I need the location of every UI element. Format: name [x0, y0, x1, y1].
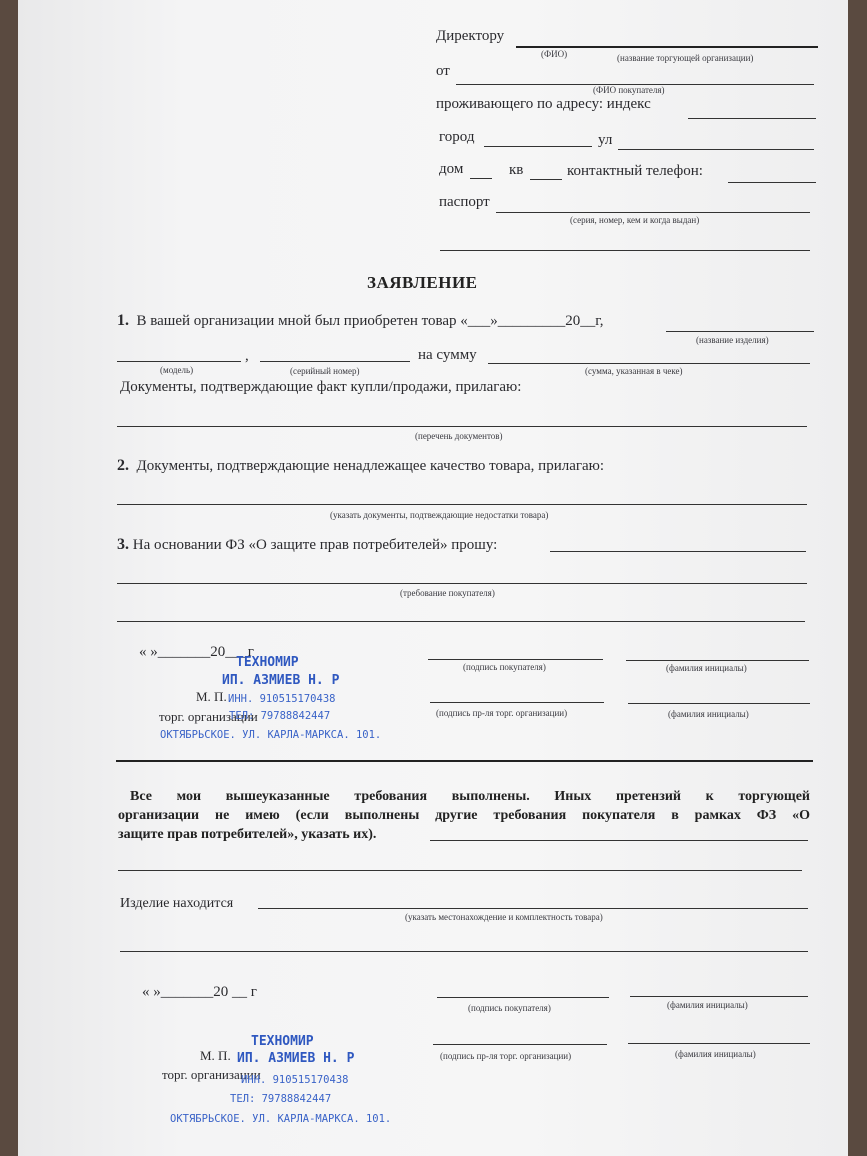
product-name-line[interactable]: [666, 331, 814, 332]
item3-row: [117, 537, 497, 553]
item2-line[interactable]: [117, 504, 807, 505]
house-line[interactable]: [470, 178, 492, 179]
item3-number: 3.: [117, 536, 129, 553]
sign1-initials2-line[interactable]: [628, 703, 810, 704]
sign1-initials-hint: (фамилия инициалы): [666, 663, 747, 673]
stamp1-tel: ТЕЛ: 79788842447: [229, 710, 331, 722]
final-line-1: Все мои вышеуказанные требования выполнены. Иных претензий к торгующей: [130, 789, 810, 804]
item2-hint: (указать документы, подтвеждающие недостатки товара): [330, 510, 549, 520]
sign1-seller-line[interactable]: [430, 702, 604, 703]
item3-line[interactable]: [117, 583, 807, 584]
sum-hint: (сумма, указанная в чеке): [585, 366, 683, 376]
application-form-sheet: [18, 0, 848, 1156]
sign1-initials2-hint: (фамилия инициалы): [668, 709, 749, 719]
section-divider: [116, 760, 813, 762]
phone-label: контактный телефон:: [567, 163, 703, 179]
sign2-org: торг. организации: [162, 1067, 261, 1082]
fio-hint: (ФИО): [541, 49, 568, 59]
stamp2-tel: ТЕЛ: 79788842447: [230, 1093, 332, 1105]
sign1-seller-hint: (подпись пр-ля торг. организации): [436, 708, 568, 718]
location-label: Изделие находится: [120, 896, 234, 911]
model-hint: (модель): [160, 365, 194, 375]
final-requests-line[interactable]: [430, 840, 808, 841]
item2-row: [117, 458, 604, 474]
sign2-initials-hint: (фамилия инициалы): [667, 1000, 748, 1010]
org-name-hint: (название торгующей организации): [617, 53, 754, 63]
street-line[interactable]: [618, 149, 814, 150]
director-label: Директору: [436, 28, 505, 44]
sign1-mp: М. П.: [196, 689, 227, 704]
stamp1-name: ТЕХНОМИР: [236, 655, 299, 670]
sign2-date: « »_______20 __ г: [142, 984, 257, 1000]
location-line-2[interactable]: [120, 951, 808, 952]
model-line[interactable]: [117, 361, 241, 362]
item1-text: В вашей организации мной был приобретен товар «___»_________20__г,: [136, 313, 604, 329]
sign2-buyer-hint: (подпись покупателя): [468, 1003, 551, 1013]
street-label: ул: [598, 132, 613, 148]
from-label: от: [436, 63, 450, 79]
director-line[interactable]: [516, 46, 818, 48]
stamp1-address: ОКТЯБРЬСКОЕ. УЛ. КАРЛА-МАРКСА. 101.: [160, 729, 382, 741]
location-hint: (указать местонахождение и комплектность товара): [405, 912, 603, 922]
apt-label: кв: [509, 162, 524, 178]
sign2-initials-line[interactable]: [630, 996, 808, 997]
final-line-2: организации не имею (если выполнены другие требования покупателя в рамках ФЗ «О: [118, 808, 810, 823]
item1-row: [117, 313, 604, 329]
serial-hint: (серийный номер): [290, 366, 360, 376]
docs-label: Документы, подтверждающие факт купли/продажи, прилагаю:: [120, 379, 522, 395]
stamp1-inn: ИНН. 910515170438: [228, 693, 336, 705]
item2-number: 2.: [117, 457, 129, 474]
sign1-buyer-hint: (подпись покупателя): [463, 662, 546, 672]
apt-line[interactable]: [530, 179, 562, 180]
sign2-buyer-line[interactable]: [437, 997, 609, 998]
sign1-date: « »_______20___г: [139, 644, 254, 660]
sign2-seller-hint: (подпись пр-ля торг. организации): [440, 1051, 572, 1061]
buyer-fio-hint: (ФИО покупателя): [593, 85, 665, 95]
passport-line-2[interactable]: [440, 250, 810, 251]
sign2-mp: М. П.: [200, 1048, 231, 1063]
index-line[interactable]: [688, 118, 816, 119]
passport-line[interactable]: [496, 212, 810, 213]
passport-label: паспорт: [439, 194, 490, 210]
sign2-initials2-hint: (фамилия инициалы): [675, 1049, 756, 1059]
stamp2-inn: ИНН. 910515170438: [241, 1074, 349, 1086]
item3-hint: (требование покупателя): [400, 588, 495, 598]
stamp2-name: ТЕХНОМИР: [251, 1034, 314, 1049]
sign2-initials2-line[interactable]: [628, 1043, 810, 1044]
sum-line[interactable]: [488, 363, 810, 364]
city-line[interactable]: [484, 146, 592, 147]
address-label: проживающего по адресу: индекс: [436, 96, 651, 112]
stamp2-owner: ИП. АЗМИЕВ Н. Р: [237, 1051, 355, 1066]
stamp2-address: ОКТЯБРЬСКОЕ. УЛ. КАРЛА-МАРКСА. 101.: [170, 1113, 392, 1125]
serial-line[interactable]: [260, 361, 410, 362]
docs-hint: (перечень документов): [415, 431, 503, 441]
item3-line-2[interactable]: [117, 621, 805, 622]
sign1-org: торг. организации: [159, 709, 258, 724]
final-line-3: защите прав потребителей», указать их).: [118, 827, 377, 842]
house-label: дом: [439, 161, 464, 177]
item1-number: 1.: [117, 312, 129, 329]
sum-label: на сумму: [418, 347, 477, 363]
sign2-seller-line[interactable]: [433, 1044, 607, 1045]
phone-line[interactable]: [728, 182, 816, 183]
stamp1-owner: ИП. АЗМИЕВ Н. Р: [222, 673, 340, 688]
item3-text: На основании ФЗ «О защите прав потребителей» прошу:: [132, 537, 498, 553]
final-requests-line-2[interactable]: [118, 870, 802, 871]
item3-request-line[interactable]: [550, 551, 806, 552]
page-title: ЗАЯВЛЕНИЕ: [367, 273, 478, 292]
docs-line[interactable]: [117, 426, 807, 427]
passport-hint: (серия, номер, кем и когда выдан): [570, 215, 700, 225]
comma: ,: [245, 348, 249, 364]
sign1-buyer-line[interactable]: [428, 659, 603, 660]
item2-text: Документы, подтверждающие ненадлежащее качество товара, прилагаю:: [136, 458, 605, 474]
sign1-initials-line[interactable]: [626, 660, 809, 661]
location-line[interactable]: [258, 908, 808, 909]
product-name-hint: (название изделия): [696, 335, 769, 345]
city-label: город: [439, 129, 475, 145]
